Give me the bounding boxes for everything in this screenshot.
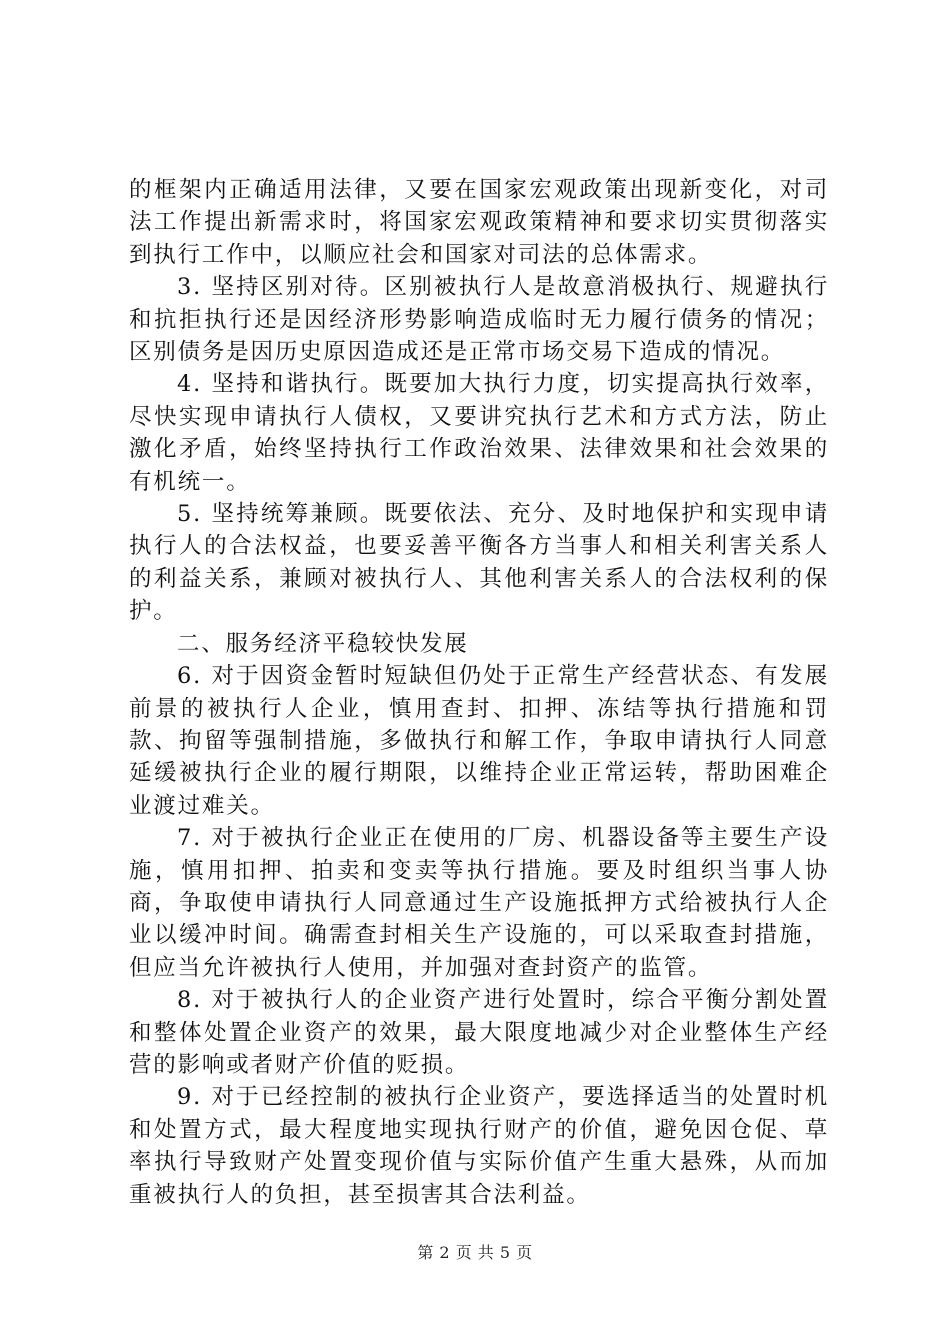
paragraph-item-7: 7. 对于被执行企业正在使用的厂房、机器设备等主要生产设施，慎用扣押、拍卖和变卖等执行措施。要及时组织当事人协商，争取使申请执行人同意通过生产设施抵押方式给被执行人企业以缓冲时间。确需查封相关生产设施的，可以采取查封措施，但应当允许被执行人使用，并加强对查封资产的监管。 bbox=[129, 825, 829, 981]
page-footer: 第 2 页 共 5 页 bbox=[417, 1243, 533, 1262]
paragraph-item-6: 6. 对于因资金暂时短缺但仍处于正常生产经营状态、有发展前景的被执行人企业，慎用查封、扣押、冻结等执行措施和罚款、拘留等强制措施，多做执行和解工作，争取申请执行人同意延缓被执行企业的履行期限，以维持企业正常运转，帮助困难企业渡过难关。 bbox=[129, 663, 829, 819]
paragraph-item-3: 3. 坚持区别对待。区别被执行人是故意消极执行、规避执行和抗拒执行还是因经济形势影响造成临时无力履行债务的情况；区别债务是因历史原因造成还是正常市场交易下造成的情况。 bbox=[129, 274, 829, 366]
paragraph-item-4: 4. 坚持和谐执行。既要加大执行力度，切实提高执行效率，尽快实现申请执行人债权，又要讲究执行艺术和方式方法，防止激化矛盾，始终坚持执行工作政治效果、法律效果和社会效果的有机统一。 bbox=[129, 371, 829, 495]
paragraph-item-5: 5. 坚持统筹兼顾。既要依法、充分、及时地保护和实现申请执行人的合法权益，也要妥善平衡各方当事人和相关利害关系人的利益关系，兼顾对被执行人、其他利害关系人的合法权利的保护。 bbox=[129, 501, 829, 625]
paragraph-item-9: 9. 对于已经控制的被执行企业资产，要选择适当的处置时机和处置方式，最大程度地实现执行财产的价值，避免因仓促、草率执行导致财产处置变现价值与实际价值产生重大悬殊，从而加重被执行人的负担，甚至损害其合法利益。 bbox=[129, 1084, 829, 1208]
section-heading: 二、服务经济平稳较快发展 bbox=[177, 630, 469, 657]
document-body bbox=[129, 174, 829, 1211]
paragraph-continuation: 的框架内正确适用法律，又要在国家宏观政策出现新变化，对司法工作提出新需求时，将国家宏观政策精神和要求切实贯彻落实到执行工作中，以顺应社会和国家对司法的总体需求。 bbox=[129, 177, 829, 268]
paragraph-item-8: 8. 对于被执行人的企业资产进行处置时，综合平衡分割处置和整体处置企业资产的效果，最大限度地减少对企业整体生产经营的影响或者财产价值的贬损。 bbox=[129, 987, 829, 1078]
